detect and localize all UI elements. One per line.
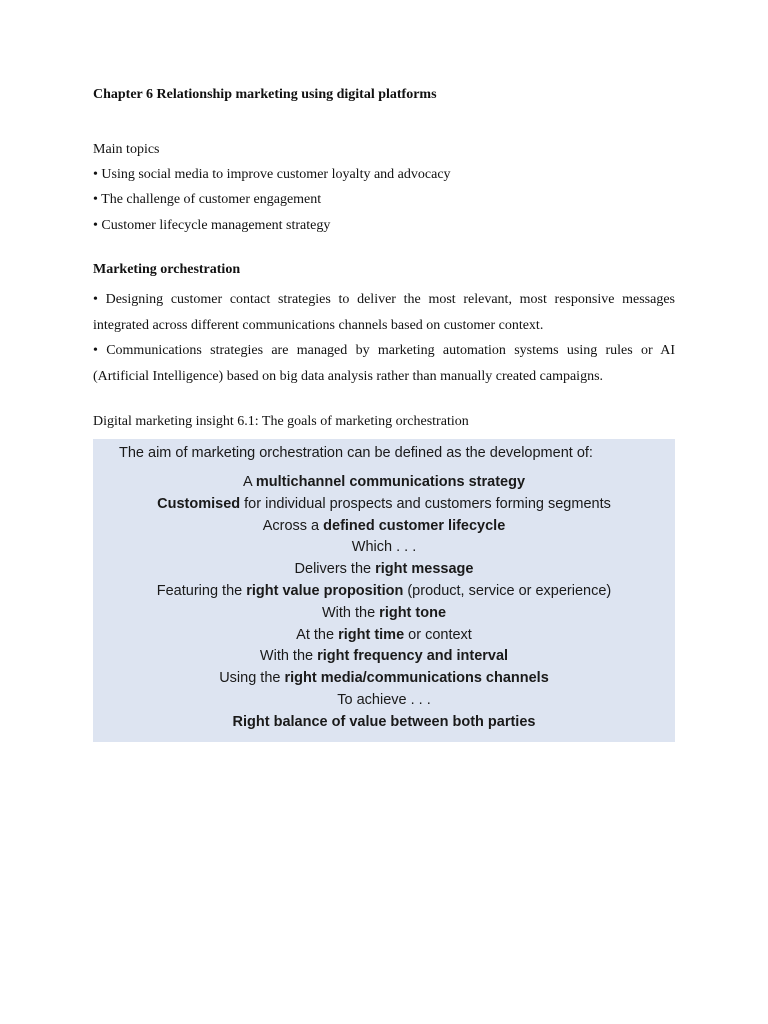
- insight-line: At the right time or context: [296, 626, 472, 643]
- insight-line: Using the right media/communications channels: [219, 670, 549, 687]
- insight-line: To achieve . . .: [337, 691, 431, 708]
- insight-line: Right balance of value between both parties: [232, 713, 536, 730]
- main-topics-item: • Using social media to improve customer loyalty and advocacy: [93, 167, 451, 183]
- insight-line: Across a defined customer lifecycle: [262, 517, 506, 534]
- insight-caption: Digital marketing insight 6.1: The goals of marketing orchestration: [93, 414, 469, 429]
- insight-line: With the right tone: [321, 604, 447, 621]
- marketing-orchestration-heading: Marketing orchestration: [93, 262, 241, 277]
- insight-line: Which . . .: [351, 539, 417, 556]
- chapter-title: Chapter 6 Relationship marketing using digital platforms: [93, 87, 437, 102]
- insight-line: Featuring the right value proposition (product, service or experience): [156, 582, 612, 599]
- main-topics-item: • Customer lifecycle management strategy: [93, 217, 331, 233]
- main-topics-heading: Main topics: [93, 142, 160, 157]
- insight-line: Customised for individual prospects and customers forming segments: [157, 495, 611, 512]
- insight-lines: [93, 472, 675, 734]
- marketing-orchestration-body: [93, 287, 675, 389]
- insight-intro: The aim of marketing orchestration can be defined as the development of:: [119, 445, 593, 461]
- orchestration-paragraph: • Communications strategies are managed by marketing automation systems using rules or AI (Artificial Intelligence) based on big data analysis rather than manually created campaigns.: [93, 343, 675, 384]
- insight-figure-box: [93, 439, 675, 742]
- insight-line: Delivers the right message: [294, 561, 474, 578]
- main-topics-section: [93, 137, 451, 238]
- main-topics-item: • The challenge of customer engagement: [93, 192, 322, 208]
- insight-line: With the right frequency and interval: [259, 648, 509, 665]
- orchestration-paragraph: • Designing customer contact strategies to deliver the most relevant, most responsive messages integrated across different communications channels based on customer context.: [93, 292, 675, 333]
- insight-line: A multichannel communications strategy: [242, 474, 526, 490]
